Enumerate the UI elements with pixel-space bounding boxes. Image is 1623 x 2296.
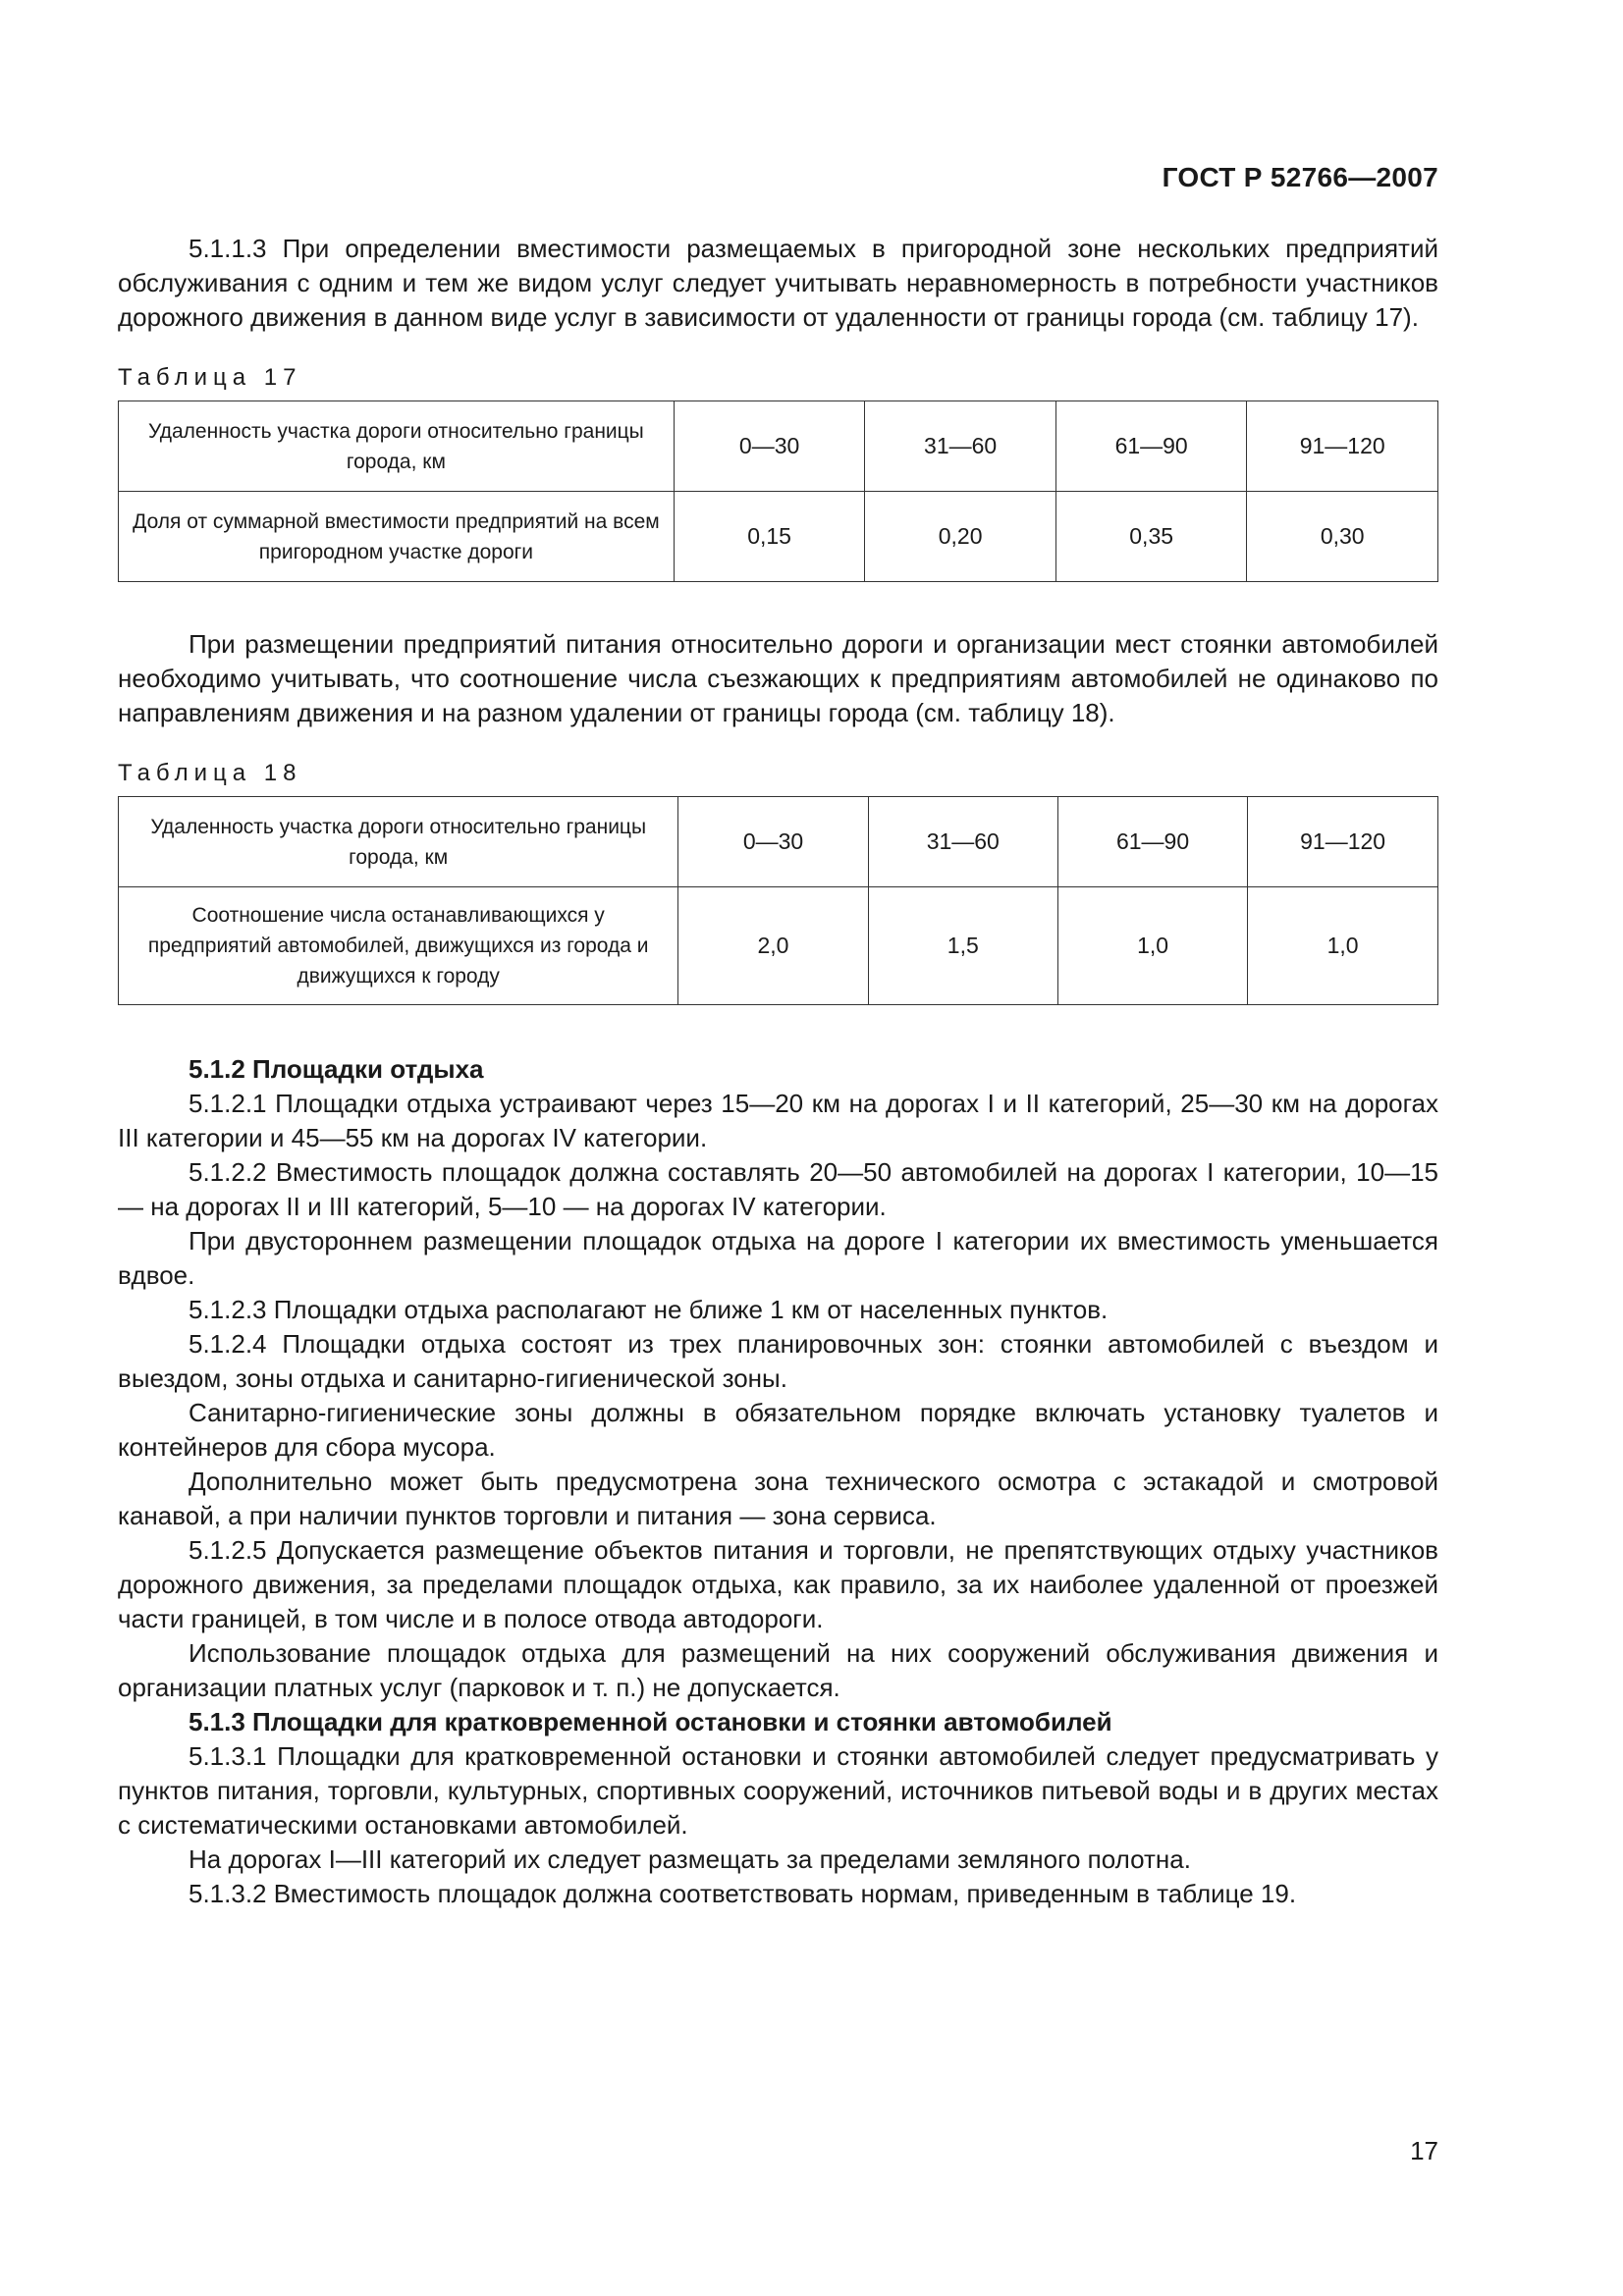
paragraph: 5.1.2.1 Площадки отдыха устраивают через 15—20 км на дорогах I и II категорий, 25—30 км на дорогах III категории и 45—55 км на дорогах IV категории. [118,1089,1438,1152]
paragraph: 5.1.3.1 Площадки для кратковременной остановки и стоянки автомобилей следует предусматривать у пунктов питания, торговли, культурных, спортивных сооружений, источников питьевой воды и в других местах с систематическими остановками автомобилей. [118,1741,1438,1840]
table-cell-label: Удаленность участка дороги относительно границы города, км [119,401,675,492]
table-cell-label: Удаленность участка дороги относительно границы города, км [119,797,678,887]
table-row [119,887,1438,1005]
table-cell: 61—90 [1057,797,1247,887]
table-row [119,401,1438,492]
paragraph-food-placement: При размещении предприятий питания относительно дороги и организации мест стоянки автомобилей необходимо учитывать, что соотношение числа съезжающих к предприятиям автомобилей не одинаково по направлениям движения и на разном удалении от границы города (см. таблицу 18). [118,629,1438,727]
table-cell: 0,30 [1247,492,1438,582]
table-cell: 31—60 [868,797,1057,887]
table-cell: 0—30 [674,401,865,492]
table-17 [118,400,1438,582]
section-heading-5-1-3: 5.1.3 Площадки для кратковременной остановки и стоянки автомобилей [189,1707,1112,1736]
table-cell: 91—120 [1248,797,1438,887]
paragraph: Санитарно-гигиенические зоны должны в обязательном порядке включать установку туалетов и контейнеров для сбора мусора. [118,1398,1438,1462]
paragraph-5-1-1-3: 5.1.1.3 При определении вместимости размещаемых в пригородной зоне нескольких предприятий обслуживания с одним и тем же видом услуг следует учитывать неравномерность в потребности участников дорожного движения в данном виде услуг в зависимости от удаленности от границы города (см. таблицу 17). [118,234,1438,332]
table-17-caption: Таблица 17 [118,364,302,391]
table-cell: 2,0 [678,887,868,1005]
table-cell: 0,20 [865,492,1056,582]
table-cell-label: Соотношение числа останавливающихся у предприятий автомобилей, движущихся из города и движущихся к городу [119,887,678,1005]
table-cell: 0,35 [1055,492,1247,582]
document-header: ГОСТ Р 52766—2007 [1162,162,1438,192]
section-heading-5-1-2: 5.1.2 Площадки отдыха [189,1054,484,1084]
table-18 [118,796,1438,1005]
paragraph: Использование площадок отдыха для размещений на них сооружений обслуживания движения и организации платных услуг (парковок и т. п.) не допускается. [118,1638,1438,1702]
table-cell-label: Доля от суммарной вместимости предприятий на всем пригородном участке дороги [119,492,675,582]
page-content [118,232,1438,1911]
paragraph: 5.1.3.2 Вместимость площадок должна соответствовать нормам, приведенным в таблице 19. [189,1879,1297,1908]
table-cell: 31—60 [865,401,1056,492]
table-cell: 0—30 [678,797,868,887]
table-cell: 1,0 [1248,887,1438,1005]
paragraph: 5.1.2.3 Площадки отдыха располагают не ближе 1 км от населенных пунктов. [189,1295,1109,1324]
table-cell: 91—120 [1247,401,1438,492]
paragraph: На дорогах I—III категорий их следует размещать за пределами земляного полотна. [189,1844,1191,1874]
paragraph: 5.1.2.5 Допускается размещение объектов питания и торговли, не препятствующих отдыху участников дорожного движения, за пределами площадок отдыха, как правило, за их наиболее удаленной от проезжей части границей, в том числе и в полосе отвода автодороги. [118,1535,1438,1633]
table-cell: 1,5 [868,887,1057,1005]
paragraph: Дополнительно может быть предусмотрена зона технического осмотра с эстакадой и смотровой канавой, а при наличии пунктов торговли и питания — зона сервиса. [118,1467,1438,1530]
table-cell: 0,15 [674,492,865,582]
table-row [119,492,1438,582]
paragraph: При двустороннем размещении площадок отдыха на дороге I категории их вместимость уменьшается вдвое. [118,1226,1438,1290]
table-row [119,797,1438,887]
table-18-caption: Таблица 18 [118,760,302,786]
table-cell: 61—90 [1055,401,1247,492]
paragraph: 5.1.2.4 Площадки отдыха состоят из трех планировочных зон: стоянки автомобилей с въездом и выездом, зоны отдыха и санитарно-гигиенической зоны. [118,1329,1438,1393]
paragraph: 5.1.2.2 Вместимость площадок должна составлять 20—50 автомобилей на дорогах I категории, 10—15 — на дорогах II и III категорий, 5—10 — на дорогах IV категории. [118,1157,1438,1221]
table-cell: 1,0 [1057,887,1247,1005]
page-number: 17 [1410,2136,1438,2165]
